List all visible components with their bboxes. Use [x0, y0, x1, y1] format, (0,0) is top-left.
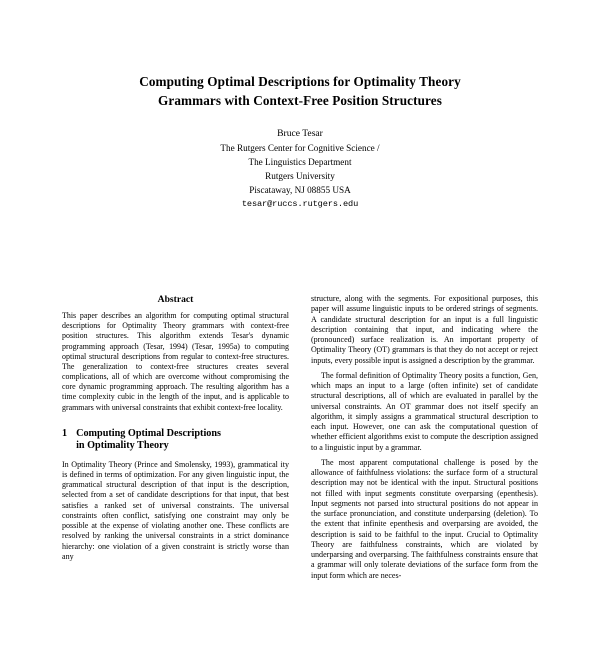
abstract-body	[62, 311, 289, 413]
author-name: Bruce Tesar	[277, 128, 323, 140]
section-1-title-line-2: in Optimality Theory	[76, 440, 169, 452]
abstract-heading: Abstract	[157, 294, 194, 305]
page-title	[62, 72, 538, 110]
title-line-2: Grammars with Context-Free Position Structures	[158, 93, 442, 109]
affiliation-line-1: The Rutgers Center for Cognitive Science /	[220, 142, 380, 153]
title-block	[62, 72, 538, 211]
paper-page	[0, 72, 600, 672]
body-columns	[62, 294, 538, 581]
section-1-title	[76, 428, 289, 453]
left-column	[62, 294, 289, 581]
title-line-1: Computing Optimal Descriptions for Optimality Theory	[139, 74, 461, 89]
section-1-number: 1	[62, 427, 68, 439]
affiliation-line-3: Rutgers University	[265, 170, 335, 181]
affiliation-line-4: Piscataway, NJ 08855 USA	[249, 184, 351, 195]
right-column	[311, 294, 538, 581]
right-paragraph-1: structure, along with the segments. For expositional purposes, this paper will assume linguistic inputs to be ordered strings of segments. A candidate structural description for an input is a full linguistic description containing that input, and indicating where the (pronounced) surface realization is. An important property of Optimality Theory (OT) grammars is that they do not accept or reject inputs, every possible input is assigned a description by the grammar.	[311, 294, 538, 365]
author-block	[62, 127, 538, 211]
affiliation-line-2: The Linguistics Department	[248, 156, 352, 167]
section-1-paragraph-1: In Optimality Theory (Prince and Smolensky, 1993), grammatical ity is defined in terms of optimization. For any given linguistic input, the grammatical structural description of that input is the description, selected from a set of candidate descriptions for that input, that best satisfies a ranked set of universal constraints. The universal constraints often conflict, satisfying one constraint may only be possible at the expense of violating another one. These conflicts are resolved by ranking the universal constraints in a strict dominance hierarchy: one violation of a given constraint is strictly worse than any	[62, 459, 289, 561]
section-1-heading	[62, 428, 289, 453]
author-email: tesar@ruccs.rutgers.edu	[241, 198, 359, 209]
section-1-title-line-1: Computing Optimal Descriptions	[76, 427, 221, 439]
abstract-paragraph: This paper describes an algorithm for computing optimal structural descriptions for Optimality Theory grammars with context-free position structures. This algorithm extends Tesar's dynamic programming approach (Tesar, 1994) (Tesar, 1995a) to computing optimal structural descriptions from regular to context-free structures. The generalization to context-free structures creates several complications, all of which are overcome without compromising the core dynamic programming approach. The resulting algorithm has a time complexity cubic in the length of the input, and is applicable to grammars with universal constraints that exhibit context-free locality.	[62, 311, 289, 412]
right-paragraph-3: The most apparent computational challenge is posed by the allowance of faithfulness violations: the surface form of a structural description may not be identical with the input. Structural positions not filled with input segments constitute overparsing (epenthesis). Input segments not parsed into structural positions do not appear in the surface pronunciation, and constitute underparsing (deletion). To the extent that infinite epenthesis and overparsing are avoided, the description is said to be faithful to the input. Crucial to Optimality Theory are faithfulness constraints, which are violated by underparsing and overparsing. The faithfulness constraints ensure that a grammar will only tolerate deviations of the surface form from the input form which are neces-	[311, 457, 538, 580]
right-paragraph-2: The formal definition of Optimality Theory posits a function, Gen, which maps an input to a large (often infinite) set of candidate structural descriptions, all of which are evaluated in parallel by the universal constraints. An OT grammar does not itself specify an algorithm, it simply assigns a grammatical structural description to each input. However, one can ask the computational question of whether efficient algorithms exist to compute the description assigned to a linguistic input by a grammar.	[311, 370, 538, 452]
